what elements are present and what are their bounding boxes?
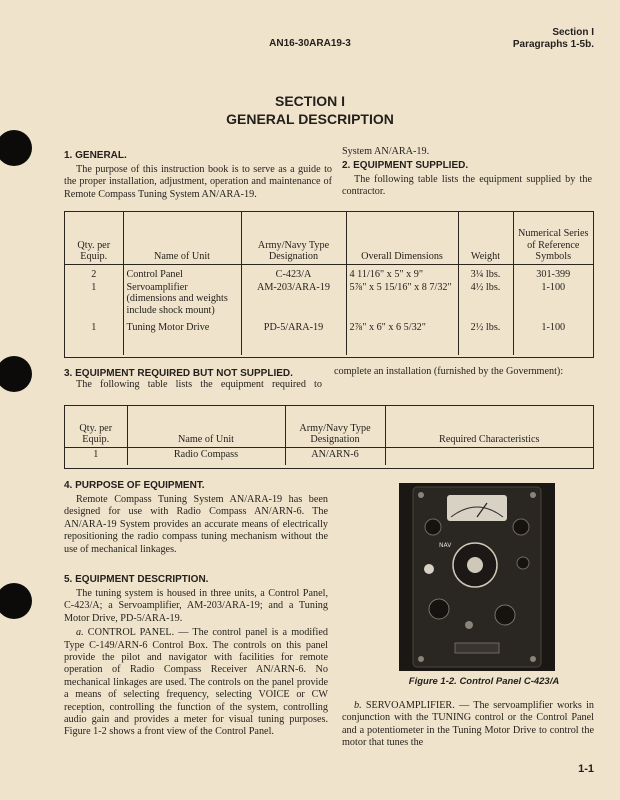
cell-designation: C-423/A [241, 264, 346, 281]
section-ref: Section I [552, 27, 594, 38]
cell-characteristics [385, 447, 593, 465]
col-designation: Army/Navy Type Designation [285, 406, 385, 447]
supplied-heading: 2. EQUIPMENT SUPPLIED. [342, 160, 469, 171]
general-text [64, 164, 332, 201]
required-paragraph: The following table lists the equipment required to complete an installation (furnished by the Government): [76, 366, 564, 390]
cell-dimensions: 4 11/16" x 5" x 9" [346, 264, 458, 281]
required-text [64, 366, 592, 396]
supplied-table-frame [64, 211, 594, 358]
table-row [65, 447, 593, 465]
cell-name: Radio Compass [127, 447, 285, 465]
supplied-table [65, 212, 593, 355]
figure-caption: Figure 1-2. Control Panel C-423/A [408, 676, 560, 687]
control-panel-illustration [399, 483, 555, 671]
col-qty: Qty. per Equip. [65, 212, 123, 264]
control-panel-photo [399, 483, 555, 671]
para-b-text: SERVOAMPLIFIER. — The servoamplifier works in conjunction with the TUNING control or the Control Panel and a potentiometer in the Tuning Motor Drive to control the motor that tunes the [342, 700, 594, 749]
purpose-heading: 4. PURPOSE OF EQUIPMENT. [64, 480, 205, 491]
section-title: SECTION I [274, 93, 345, 109]
punch-hole [0, 583, 32, 619]
cell-name: Servoamplifier (dimensions and weights include shock mount) [123, 281, 241, 321]
supplied-paragraph: The following table lists the equipment supplied by the contractor. [342, 174, 592, 198]
punch-hole [0, 356, 32, 392]
page-number: 1-1 [578, 763, 594, 775]
section-reference [513, 27, 594, 51]
paragraph-ref: Paragraphs 1-5b. [512, 39, 594, 50]
general-heading: 1. GENERAL. [64, 150, 127, 161]
section-name: GENERAL DESCRIPTION [226, 111, 394, 127]
table-row [65, 281, 593, 321]
col-characteristics: Required Characteristics [385, 406, 593, 447]
cell-qty: 1 [65, 447, 127, 465]
col-dimensions: Overall Dimensions [346, 212, 458, 264]
servoamplifier-text [342, 700, 594, 750]
description-paragraph: The tuning system is housed in three units, a Control Panel, C-423/A; a Servoamplifier, AM-203/ARA-19; and a Tuning Motor Drive, PD-5/ARA-19. [64, 588, 328, 624]
col-symbols: Numerical Series of Reference Symbols [513, 212, 593, 264]
servoamplifier-paragraph [342, 700, 594, 750]
para-b-label: b. [354, 700, 362, 711]
cell-dimensions: 2⅞" x 6" x 6 5/32" [346, 321, 458, 355]
table-row [65, 264, 593, 281]
cell-name: Tuning Motor Drive [123, 321, 241, 355]
required-table-frame [64, 405, 594, 469]
cell-qty: 1 [65, 281, 123, 321]
svg-text:NAV: NAV [439, 542, 452, 549]
general-text-continued: System AN/ARA-19. [342, 146, 430, 157]
col-qty: Qty. per Equip. [65, 406, 127, 447]
col-designation: Army/Navy Type Designation [241, 212, 346, 264]
para-a-label: a. [76, 627, 84, 639]
cell-designation: PD-5/ARA-19 [241, 321, 346, 355]
description-text [64, 588, 328, 739]
cell-symbols: 1-100 [541, 321, 566, 333]
required-heading: 3. EQUIPMENT REQUIRED BUT NOT SUPPLIED. [64, 368, 293, 379]
purpose-paragraph: Remote Compass Tuning System AN/ARA-19 has been designed for use with Radio Compass AN/ARN-6. The AN/ARA-19 System provides an accurate means of electrically repositioning the radio compass tuning mechanism without the use of mechanical linkages. [64, 494, 328, 555]
doc-number: AN16-30ARA19-3 [269, 38, 351, 49]
purpose-text [64, 494, 328, 556]
cell-designation: AM-203/ARA-19 [241, 281, 346, 321]
supplied-text [342, 174, 592, 199]
description-heading: 5. EQUIPMENT DESCRIPTION. [64, 574, 209, 585]
required-table [65, 406, 593, 465]
cell-dimensions: 5⅞" x 5 15/16" x 8 7/32" [346, 281, 458, 321]
cell-name: Control Panel [123, 264, 241, 281]
cell-symbols: 1-100 [541, 281, 566, 293]
control-panel-paragraph [64, 627, 328, 739]
para-a-text: CONTROL PANEL. — The control panel is a modified Type C-149/ARN-6 Control Box. The controls on this panel provide the pilot and navigator with facilities for remote operation of Radio Compass Receiver AN/ARN-6. No mechanical linkages are used. The controls on the panel provide a means of selecting frequency, selecting VOICE or CW reception, controlling the function of the system, controlling audio gain and provides a meter for visual tuning purposes. Figure 1-2 shows a front view of the Control Panel. [64, 627, 328, 738]
cell-weight: 3¼ lbs. [458, 264, 513, 281]
cell-qty: 1 [65, 321, 123, 355]
col-weight: Weight [458, 212, 513, 264]
col-name: Name of Unit [123, 212, 241, 264]
cell-designation: AN/ARN-6 [285, 447, 385, 465]
punch-hole [0, 130, 32, 166]
cell-weight: 4½ lbs. [458, 281, 513, 321]
cell-symbols: 301-399 [536, 268, 571, 280]
cell-weight: 2½ lbs. [458, 321, 513, 355]
table-row [65, 321, 593, 355]
col-name: Name of Unit [127, 406, 285, 447]
general-paragraph: The purpose of this instruction book is to serve as a guide to the proper installation, adjustment, operation and maintenance of Remote Compass Tuning System AN/ARA-19. [64, 164, 332, 200]
cell-qty: 2 [65, 264, 123, 281]
